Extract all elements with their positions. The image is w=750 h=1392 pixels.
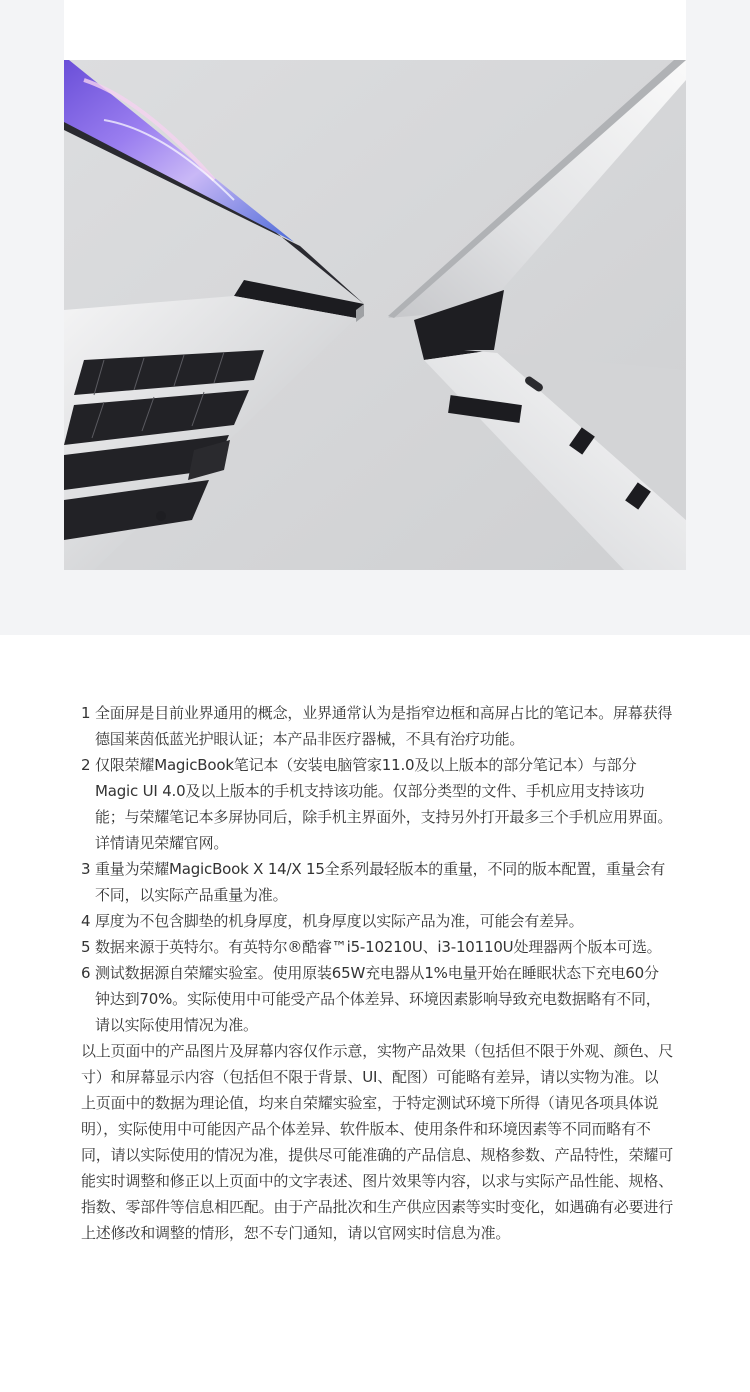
footnote-5: 5 数据来源于英特尔。有英特尔®酷睿™i5-10210U、i3-10110U处理器两个版本可选。 <box>81 938 662 956</box>
footnote-6: 6 测试数据源自荣耀实验室。使用原装65W充电器从1%电量开始在睡眠状态下充电60分钟达到70%。实际使用中可能受产品个体差异、环境因素影响导致充电数据略有不同，请以实际使用情况为准。 <box>81 964 661 1034</box>
footnote-3: 3 重量为荣耀MagicBook X 14/X 15全系列最轻版本的重量，不同的版本配置，重量会有不同，以实际产品重量为准。 <box>81 860 666 904</box>
disclaimer-text: 以上页面中的产品图片及屏幕内容仅作示意，实物产品效果（包括但不限于外观、颜色、尺寸）和屏幕显示内容（包括但不限于背景、UI、配图）可能略有差异，请以实物为准。以上页面中的数据为理论值，均来自荣耀实验室，于特定测试环境下所得（请见各项具体说明），实际使用中可能因产品个体差异、软件版本、使用条件和环境因素等不同而略有不同，请以实际使用的情况为准，提供尽可能准确的产品信息、规格参数、产品特性，荣耀可能实时调整和修正以上页面中的文字表述、图片效果等内容，以求与实际产品性能、规格、指数、零部件等信息相匹配。由于产品批次和生产供应因素等实时变化，如遇确有必要进行上述修改和调整的情形，恕不专门通知，请以官网实时信息为准。 <box>81 1042 674 1242</box>
footnote-2: 2 仅限荣耀MagicBook笔记本（安装电脑管家11.0及以上版本的部分笔记本）与部分Magic UI 4.0及以上版本的手机支持该功能。仅部分类型的文件、手机应用支持该功能；与荣耀笔记本多屏协同后，除手机主界面外，支持另外打开最多三个手机应用界面。详情请见荣耀官网。 <box>81 756 673 852</box>
footnotes <box>81 700 673 1246</box>
footnote-1: 1 全面屏是目前业界通用的概念，业界通常认为是指窄边框和高屏占比的笔记本。屏幕获得德国莱茵低蓝光护眼认证；本产品非医疗器械，不具有治疗功能。 <box>81 704 673 748</box>
footnote-4: 4 厚度为不包含脚垫的机身厚度，机身厚度以实际产品为准，可能会有差异。 <box>81 912 584 930</box>
laptop-ports-image <box>64 60 686 570</box>
